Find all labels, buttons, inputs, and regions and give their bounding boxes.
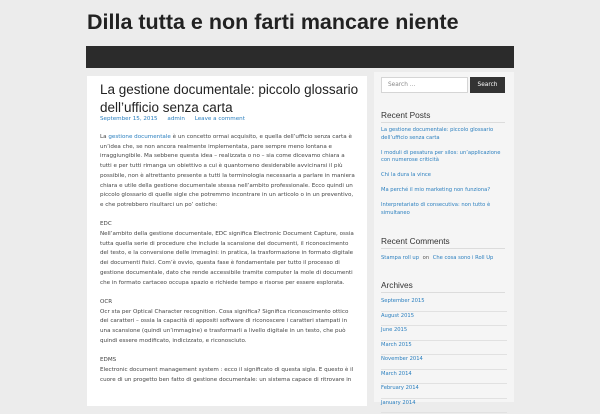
widget-divider <box>381 122 505 123</box>
recent-comments-title: Recent Comments <box>381 236 450 246</box>
section-heading: OCR <box>100 298 113 305</box>
archive-link[interactable]: March 2014 <box>381 371 507 385</box>
recent-post-link[interactable]: Interpretariato di consecutiva: non tutto è simultaneo <box>381 201 491 216</box>
archive-link[interactable]: August 2015 <box>381 313 507 327</box>
archive-link[interactable]: March 2015 <box>381 342 507 356</box>
search-button[interactable]: Search <box>470 77 505 93</box>
widget-divider <box>381 248 505 249</box>
archives-title: Archives <box>381 280 413 290</box>
section-edms: EDMS Electronic document management system : ecco il significato di questa sigla. E questo è il cuore di un progetto ben fatto di gestione documentale: un sistema capace di ritrovare in <box>100 357 354 383</box>
recent-posts-title: Recent Posts <box>381 110 431 120</box>
article <box>87 76 367 406</box>
recent-post-link[interactable]: I moduli di pesatura per silos: un’applicazione con numerose criticità <box>381 149 501 164</box>
recent-post-link[interactable]: La gestione documentale: piccolo glossario dell’ufficio senza carta <box>381 127 494 141</box>
archive-link[interactable]: November 2014 <box>381 356 507 370</box>
comment-post-link[interactable]: Che cosa sono i Roll Up <box>432 255 494 261</box>
site-title[interactable]: Dilla tutta e non farti mancare niente <box>87 10 459 34</box>
archive-link[interactable]: June 2015 <box>381 327 507 341</box>
sidebar <box>374 72 514 406</box>
recent-posts-list <box>381 127 507 224</box>
section-heading: EDMS <box>100 357 117 364</box>
section-edc: EDC Nell’ambito della gestione documentale, EDC significa Electronic Document Capture, ossia tutta quella serie di procedure che include la scansione dei documenti, il riconoscimento del testo, e la conversione delle immagini: in pratica, la trasformazione in formato digitale dei documenti fisici. Com’è ovvio, questa fase è fondamentale per tutto il processo di gestione documentale, dato che rende accessibile tramite computer la mole di documenti che in formato cartaceo occupa spazio e richiede tempo e risorse per essere esplorata. <box>100 221 354 286</box>
archive-link[interactable]: February 2014 <box>381 385 507 399</box>
main-navigation-bar <box>86 46 514 68</box>
archive-link[interactable]: January 2014 <box>381 400 507 414</box>
section-heading: EDC <box>100 221 112 228</box>
archive-link[interactable]: September 2015 <box>381 298 507 312</box>
section-ocr: OCR Ocr sta per Optical Character recognition. Cosa significa? Significa riconoscimento ottico dei caratteri – ossia la capacità di appositi software di riconoscere i caratteri stampati in una scansione (quindi un’immagine) e trasformarli a livello digitale in un testo, che può quindi essere modificato, indicizzato, e riconosciuto. <box>100 298 349 344</box>
search-input[interactable]: Search … <box>381 77 468 93</box>
intro-paragraph: La gestione documentale è un concetto ormai acquisito, e quella dell’ufficio senza carta è un’idea che, se non ancora realmente implementata, pare sempre meno lontana e irraggiungibile. Ma sebbene questa idea – realizzata o no – sia come dicevamo chiara a tutti e per tutti rimanga un obiettivo a cui è quantomeno desiderabile avvicinarsi il più possibile, non è altrettanto presente a tutti la terminologia necessaria a parlare in maniera chiara e utile della gestione documentale stessa nell’ambito professionale. Ecco quindi un piccolo glossario di quelle sigle che potremmo incontrare in un articolo o in un preventivo, e che potrebbero risultarci un po’ ostiche: <box>100 134 355 208</box>
widget-divider <box>381 292 505 293</box>
article-body <box>100 133 358 395</box>
archives-list <box>381 298 507 414</box>
gestione-documentale-link[interactable]: gestione documentale <box>108 134 171 140</box>
post-date-link[interactable]: September 15, 2015 <box>100 116 158 122</box>
article-meta <box>100 116 253 122</box>
recent-comment: Stampa roll up on Che cosa sono i Roll Up <box>381 255 494 261</box>
recent-post-link[interactable]: Ma perché il mio marketing non funziona? <box>381 186 491 193</box>
author-link[interactable]: admin <box>167 116 185 122</box>
comment-author-link[interactable]: Stampa roll up <box>381 255 419 261</box>
recent-post-link[interactable]: Chi la dura la vince <box>381 172 431 179</box>
article-title[interactable]: La gestione documentale: piccolo glossario dell’ufficio senza carta <box>100 82 359 115</box>
leave-comment-link[interactable]: Leave a comment <box>194 116 245 122</box>
